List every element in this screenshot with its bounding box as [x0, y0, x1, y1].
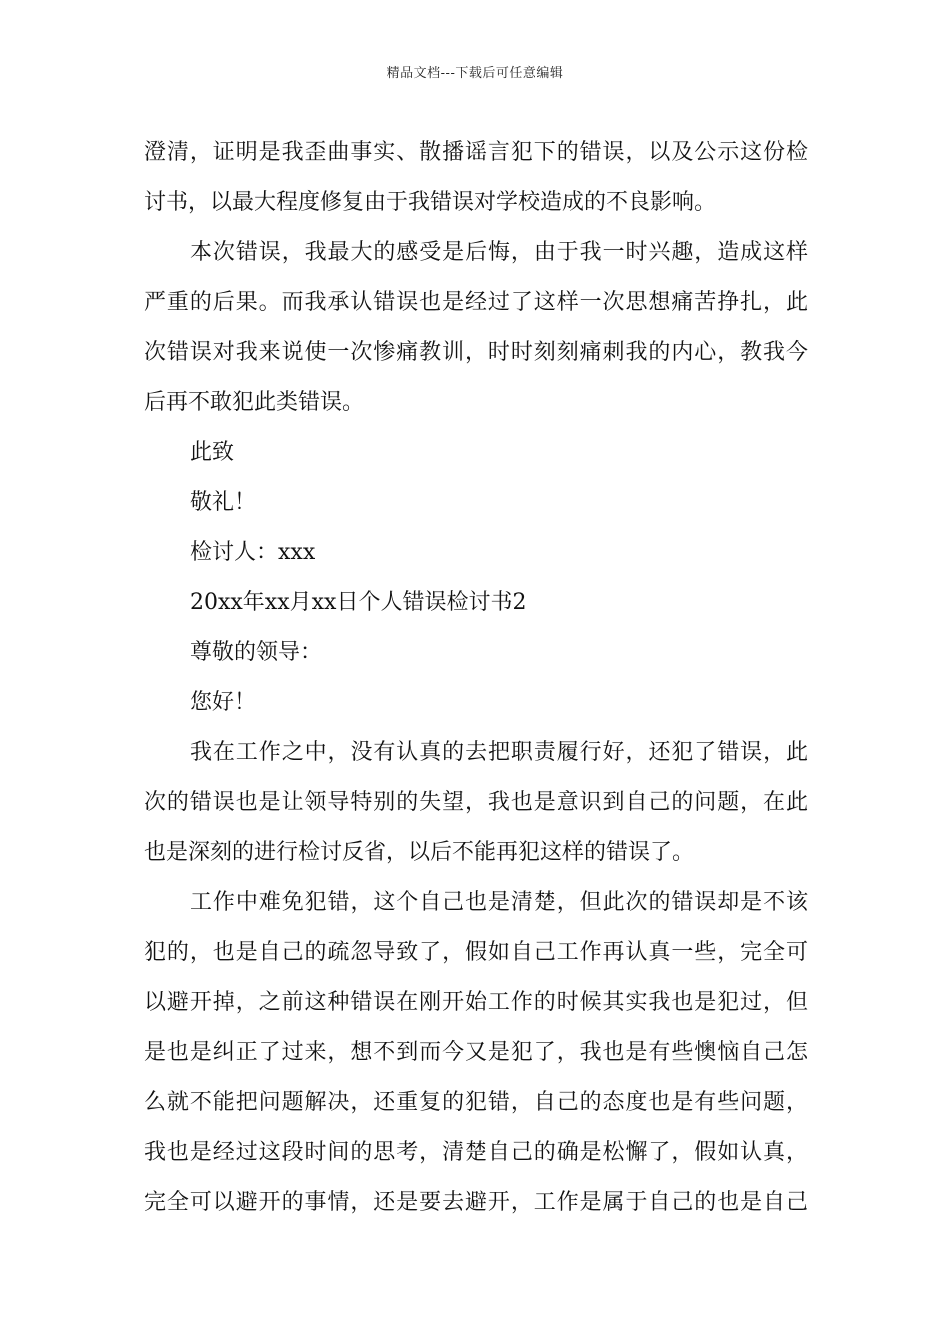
paragraph: [144, 128, 808, 228]
paragraph: [144, 878, 808, 1228]
text-line: 以避开掉，之前这种错误在刚开始工作的时候其实我也是犯过，但: [144, 990, 808, 1015]
text-line: 犯的，也是自己的疏忽导致了，假如自己工作再认真一些，完全可: [144, 940, 808, 965]
text-line: 20xx年xx月xx日个人错误检讨书2: [190, 590, 527, 615]
greeting-addressee: [144, 628, 808, 678]
paragraph: [144, 228, 808, 428]
date-and-section-title: [144, 578, 808, 628]
text-line: 次的错误也是让领导特别的失望，我也是意识到自己的问题，在此: [144, 790, 808, 815]
text-line: 我也是经过这段时间的思考，清楚自己的确是松懈了，假如认真，: [144, 1140, 808, 1165]
text-line: 本次错误，我最大的感受是后悔，由于我一时兴趣，造成这样: [190, 240, 808, 265]
document-body: [144, 128, 808, 1228]
signature-line: [144, 528, 808, 578]
text-line: 次错误对我来说使一次惨痛教训，时时刻刻痛刺我的内心，教我今: [144, 340, 808, 365]
text-line: 我在工作之中，没有认真的去把职责履行好，还犯了错误，此: [190, 740, 808, 765]
greeting: [144, 678, 808, 728]
text-line: 此致: [190, 440, 235, 465]
text-line: 澄清，证明是我歪曲事实、散播谣言犯下的错误，以及公示这份检: [144, 140, 808, 165]
text-line: 讨书，以最大程度修复由于我错误对学校造成的不良影响。: [144, 190, 717, 215]
closing-regards: [144, 478, 808, 528]
page-header: 精品文档---下载后可任意编辑: [386, 66, 564, 81]
text-line: 严重的后果。而我承认错误也是经过了这样一次思想痛苦挣扎，此: [144, 290, 808, 315]
text-line: 工作中难免犯错，这个自己也是清楚，但此次的错误却是不该: [190, 890, 808, 915]
text-line: 您好！: [190, 690, 257, 715]
text-line: 检讨人：xxx: [190, 540, 316, 565]
paragraph: [144, 728, 808, 878]
text-line: 尊敬的领导：: [190, 640, 323, 665]
text-line: 后再不敢犯此类错误。: [144, 390, 365, 415]
text-line: 也是深刻的进行检讨反省，以后不能再犯这样的错误了。: [144, 840, 695, 865]
closing-salutation: [144, 428, 808, 478]
text-line: 么就不能把问题解决，还重复的犯错，自己的态度也是有些问题，: [144, 1090, 808, 1115]
text-line: 完全可以避开的事情，还是要去避开，工作是属于自己的也是自己: [144, 1190, 808, 1215]
text-line: 是也是纠正了过来，想不到而今又是犯了，我也是有些懊恼自己怎: [144, 1040, 808, 1065]
text-line: 敬礼！: [190, 490, 257, 515]
